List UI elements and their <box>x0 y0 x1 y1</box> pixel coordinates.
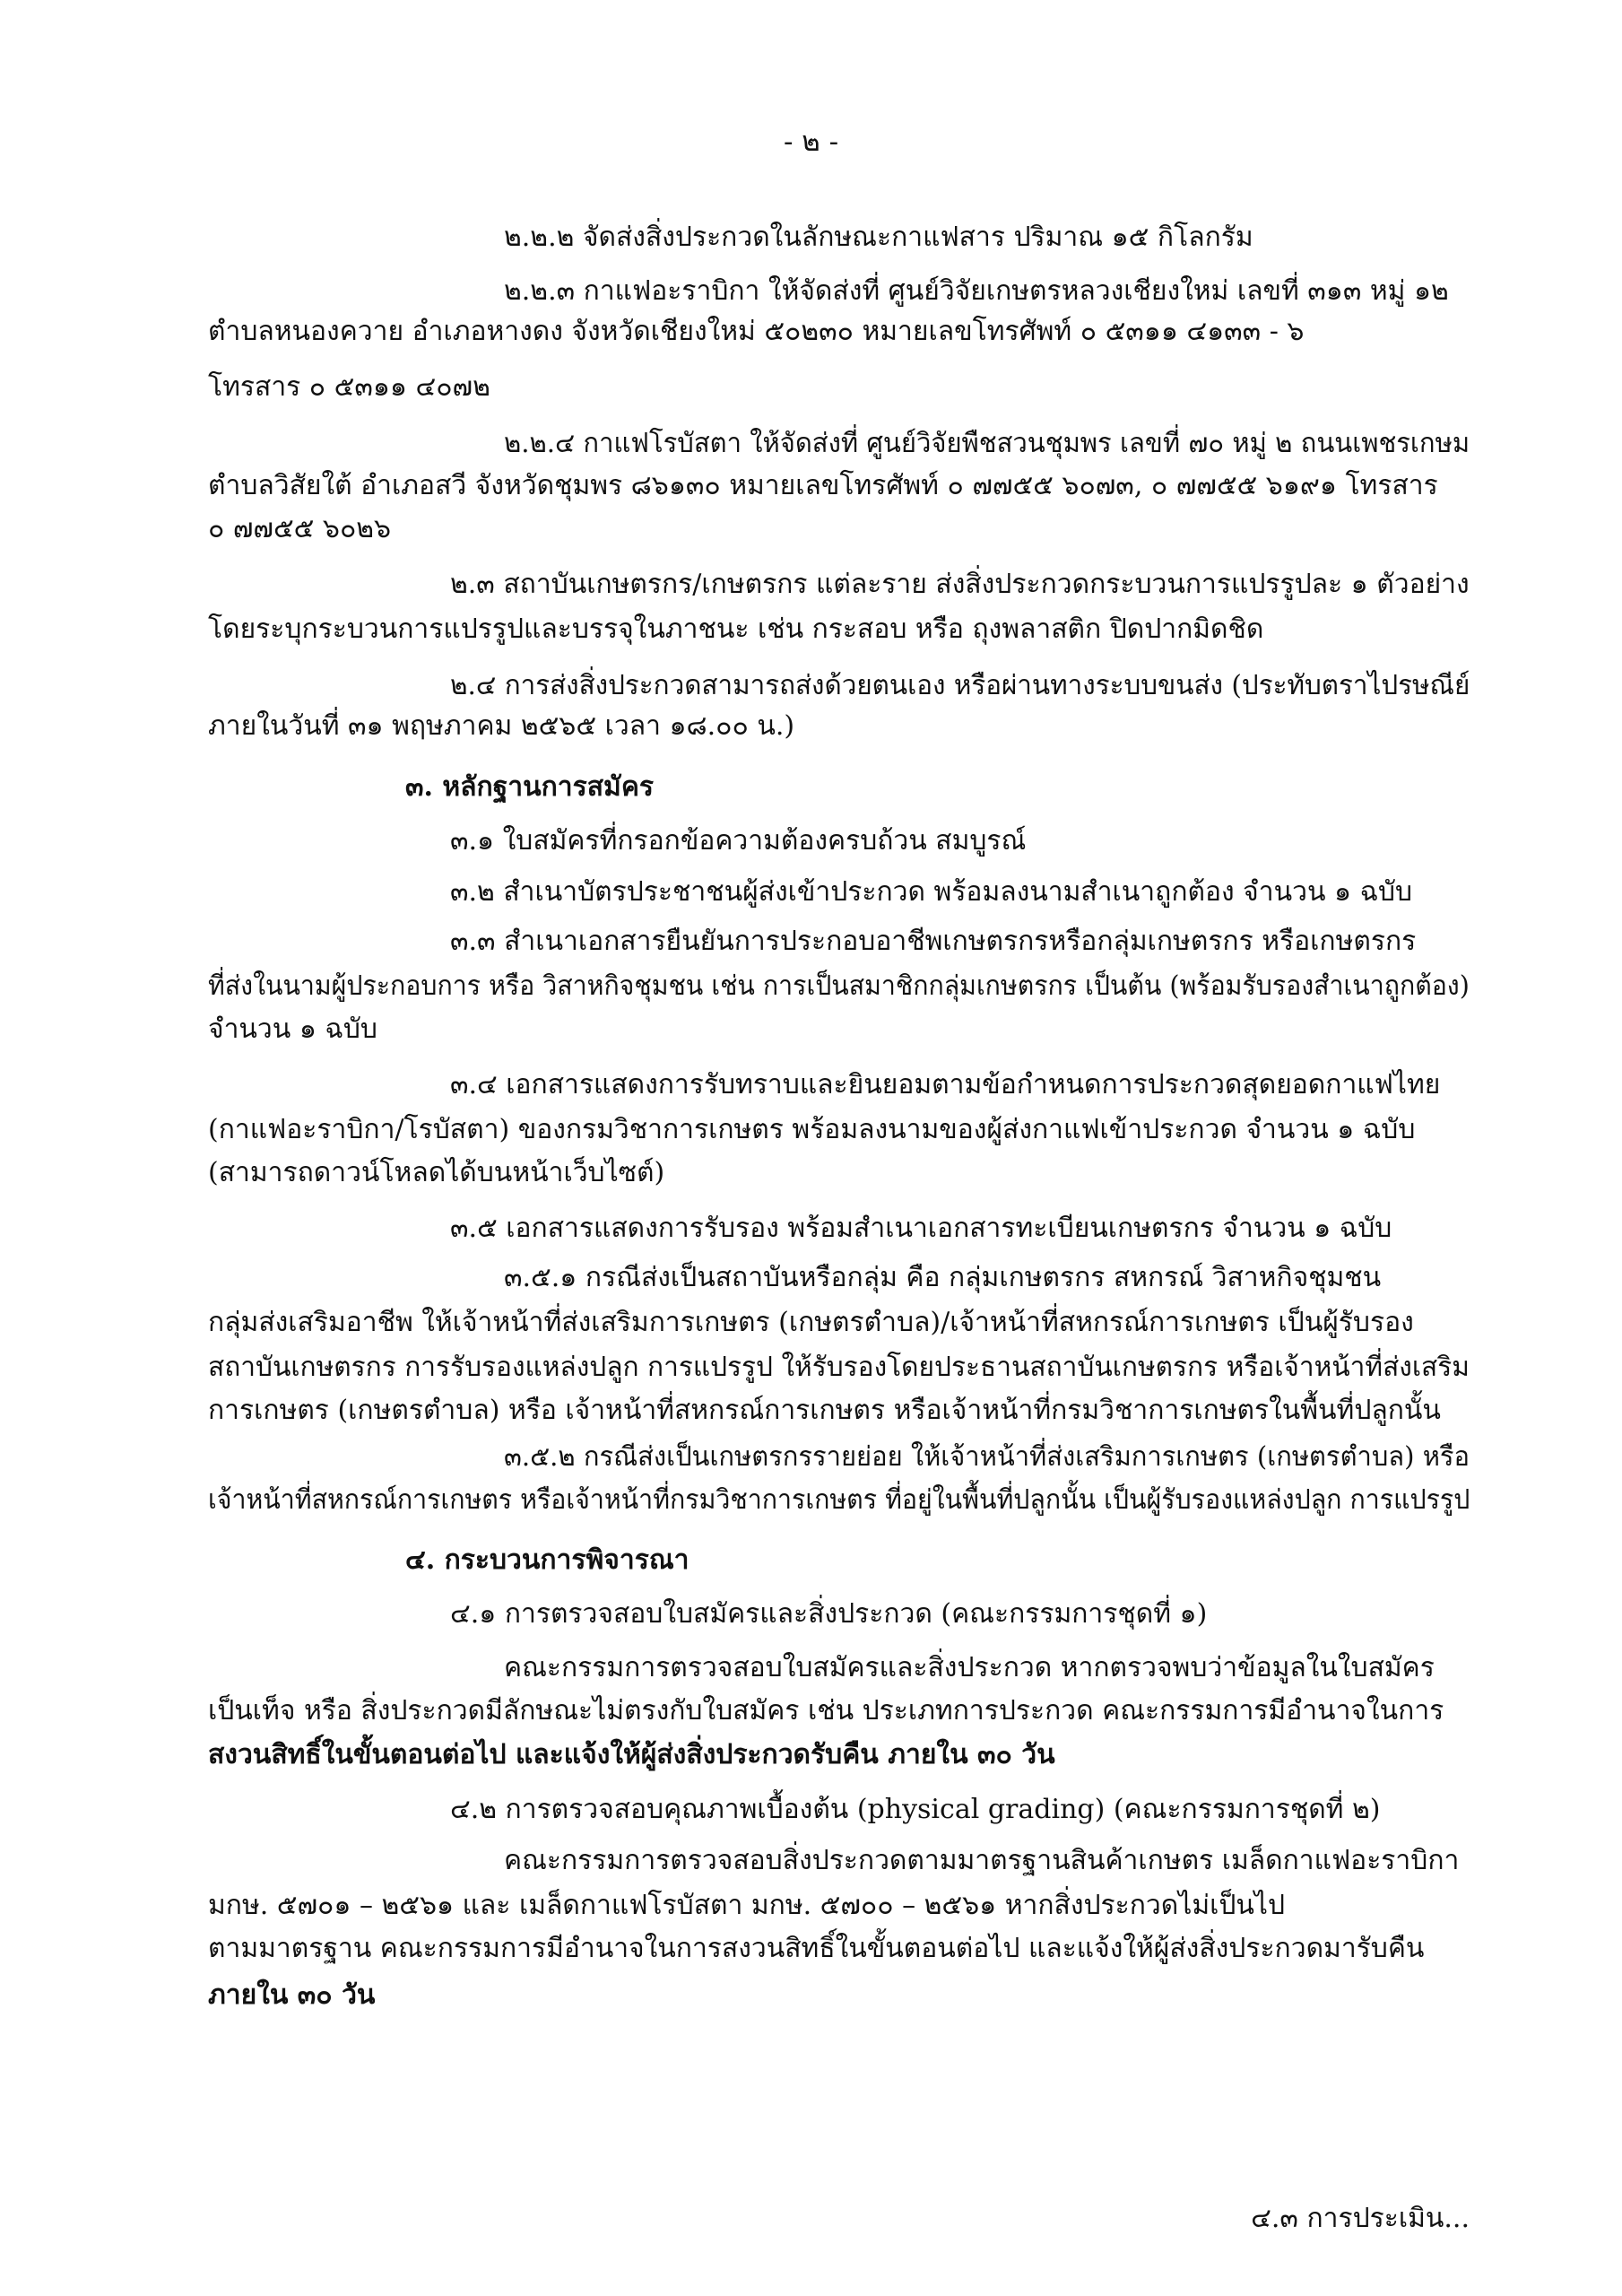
text-line: สถาบันเกษตรกร การรับรองแหล่งปลูก การแปรรูป ให้รับรองโดยประธานสถาบันเกษตรกร หรือเจ้าหน้าที่ส่งเสริม <box>208 1352 1470 1383</box>
text-line: ๓. หลักฐานการสมัคร <box>405 771 655 803</box>
text-line: ๒.๓ สถาบันเกษตรกร/เกษตรกร แต่ละราย ส่งสิ่งประกวดกระบวนการแปรรูปละ ๑ ตัวอย่าง <box>450 569 1470 600</box>
text-line: ๒.๒.๒ จัดส่งสิ่งประกวดในลักษณะกาแฟสาร ปริมาณ ๑๕ กิโลกรัม <box>504 222 1253 253</box>
text-line: ตามมาตรฐาน คณะกรรมการมีอำนาจในการสงวนสิทธิ์ในขั้นตอนต่อไป และแจ้งให้ผู้ส่งสิ่งประกวดมารับคืน <box>208 1933 1425 1964</box>
text-line: เจ้าหน้าที่สหกรณ์การเกษตร หรือเจ้าหน้าที่กรมวิชาการเกษตร ที่อยู่ในพื้นที่ปลูกนั้น เป็นผู้รับรองแหล่งปลูก การแปรรูป <box>208 1484 1470 1516</box>
page-number: - ๒ - <box>783 126 839 158</box>
text-line: ๒.๒.๔ กาแฟโรบัสตา ให้จัดส่งที่ ศูนย์วิจัยพืชสวนชุมพร เลขที่ ๗๐ หมู่ ๒ ถนนเพชรเกษม <box>504 428 1470 459</box>
text-line: ๓.๕.๒ กรณีส่งเป็นเกษตรกรรายย่อย ให้เจ้าหน้าที่ส่งเสริมการเกษตร (เกษตรตำบล) หรือ <box>504 1441 1470 1473</box>
text-line: (สามารถดาวน์โหลดได้บนหน้าเว็บไซต์) <box>208 1157 665 1188</box>
text-line: สงวนสิทธิ์ในขั้นตอนต่อไป และแจ้งให้ผู้ส่งสิ่งประกวดรับคืน ภายใน ๓๐ วัน <box>208 1739 1055 1770</box>
text-line: โดยระบุกระบวนการแปรรูปและบรรจุในภาชนะ เช่น กระสอบ หรือ ถุงพลาสติก ปิดปากมิดชิด <box>208 613 1264 645</box>
text-line: ที่ส่งในนามผู้ประกอบการ หรือ วิสาหกิจชุมชน เช่น การเป็นสมาชิกกลุ่มเกษตรกร เป็นต้น (พร้อมรับรองสำเนาถูกต้อง) <box>208 970 1470 1002</box>
text-line: ๐ ๗๗๕๕ ๖๐๒๖ <box>208 513 392 544</box>
continuation-footer: ๔.๓ การประเมิน... <box>1251 2203 1470 2234</box>
text-line: ๓.๑ ใบสมัครที่กรอกข้อความต้องครบถ้วน สมบูรณ์ <box>450 825 1027 857</box>
text-line: ๒.๒.๓ กาแฟอะราบิกา ให้จัดส่งที่ ศูนย์วิจัยเกษตรหลวงเชียงใหม่ เลขที่ ๓๑๓ หมู่ ๑๒ <box>504 275 1449 307</box>
text-line: ๔.๒ การตรวจสอบคุณภาพเบื้องต้น (physical grading) (คณะกรรมการชุดที่ ๒) <box>450 1794 1381 1825</box>
text-line: ๔.๑ การตรวจสอบใบสมัครและสิ่งประกวด (คณะกรรมการชุดที่ ๑) <box>450 1598 1208 1630</box>
text-line: กลุ่มส่งเสริมอาชีพ ให้เจ้าหน้าที่ส่งเสริมการเกษตร (เกษตรตำบล)/เจ้าหน้าที่สหกรณ์การเกษตร เป็นผู้รับรอง <box>208 1307 1414 1338</box>
text-line: เป็นเท็จ หรือ สิ่งประกวดมีลักษณะไม่ตรงกับใบสมัคร เช่น ประเภทการประกวด คณะกรรมการมีอำนาจในการ <box>208 1695 1444 1726</box>
text-line: ตำบลหนองควาย อำเภอหางดง จังหวัดเชียงใหม่ ๕๐๒๓๐ หมายเลขโทรศัพท์ ๐ ๕๓๑๑ ๔๑๓๓ - ๖ <box>208 316 1305 347</box>
text-line: ๓.๕.๑ กรณีส่งเป็นสถาบันหรือกลุ่ม คือ กลุ่มเกษตรกร สหกรณ์ วิสาหกิจชุมชน <box>504 1262 1382 1293</box>
text-line: ตำบลวิสัยใต้ อำเภอสวี จังหวัดชุมพร ๘๖๑๓๐ หมายเลขโทรศัพท์ ๐ ๗๗๕๕ ๖๐๗๓, ๐ ๗๗๕๕ ๖๑๙๑ โทรสาร <box>208 470 1438 501</box>
text-line: การเกษตร (เกษตรตำบล) หรือ เจ้าหน้าที่สหกรณ์การเกษตร หรือเจ้าหน้าที่กรมวิชาการเกษตรในพื้นที่ปลูกนั้น <box>208 1395 1441 1426</box>
text-line: ๓.๔ เอกสารแสดงการรับทราบและยินยอมตามข้อกำหนดการประกวดสุดยอดกาแฟไทย <box>450 1069 1441 1100</box>
text-line: ๓.๕ เอกสารแสดงการรับรอง พร้อมสำเนาเอกสารทะเบียนเกษตรกร จำนวน ๑ ฉบับ <box>450 1213 1392 1244</box>
text-line: มกษ. ๕๗๐๑ – ๒๕๖๑ และ เมล็ดกาแฟโรบัสตา มกษ. ๕๗๐๐ – ๒๕๖๑ หากสิ่งประกวดไม่เป็นไป <box>208 1890 1286 1921</box>
text-line: ๓.๒ สำเนาบัตรประชาชนผู้ส่งเข้าประกวด พร้อมลงนามสำเนาถูกต้อง จำนวน ๑ ฉบับ <box>450 876 1413 908</box>
text-line: ๓.๓ สำเนาเอกสารยืนยันการประกอบอาชีพเกษตรกรหรือกลุ่มเกษตรกร หรือเกษตรกร <box>450 926 1417 957</box>
text-line: คณะกรรมการตรวจสอบใบสมัครและสิ่งประกวด หากตรวจพบว่าข้อมูลในใบสมัคร <box>504 1652 1435 1683</box>
text-line: จำนวน ๑ ฉบับ <box>208 1013 377 1045</box>
text-line: ภายในวันที่ ๓๑ พฤษภาคม ๒๕๖๕ เวลา ๑๘.๐๐ น.) <box>208 710 795 742</box>
text-line: ๒.๔ การส่งสิ่งประกวดสามารถส่งด้วยตนเอง หรือผ่านทางระบบขนส่ง (ประทับตราไปรษณีย์ <box>450 670 1470 701</box>
text-line: ๔. กระบวนการพิจารณา <box>405 1544 690 1576</box>
text-line: (กาแฟอะราบิกา/โรบัสตา) ของกรมวิชาการเกษตร พร้อมลงนามของผู้ส่งกาแฟเข้าประกวด จำนวน ๑ ฉบับ <box>208 1114 1416 1145</box>
text-line: ภายใน ๓๐ วัน <box>208 1979 376 2011</box>
text-line: คณะกรรมการตรวจสอบสิ่งประกวดตามมาตรฐานสินค้าเกษตร เมล็ดกาแฟอะราบิกา <box>504 1845 1460 1876</box>
text-line: โทรสาร ๐ ๕๓๑๑ ๔๐๗๒ <box>208 371 490 403</box>
